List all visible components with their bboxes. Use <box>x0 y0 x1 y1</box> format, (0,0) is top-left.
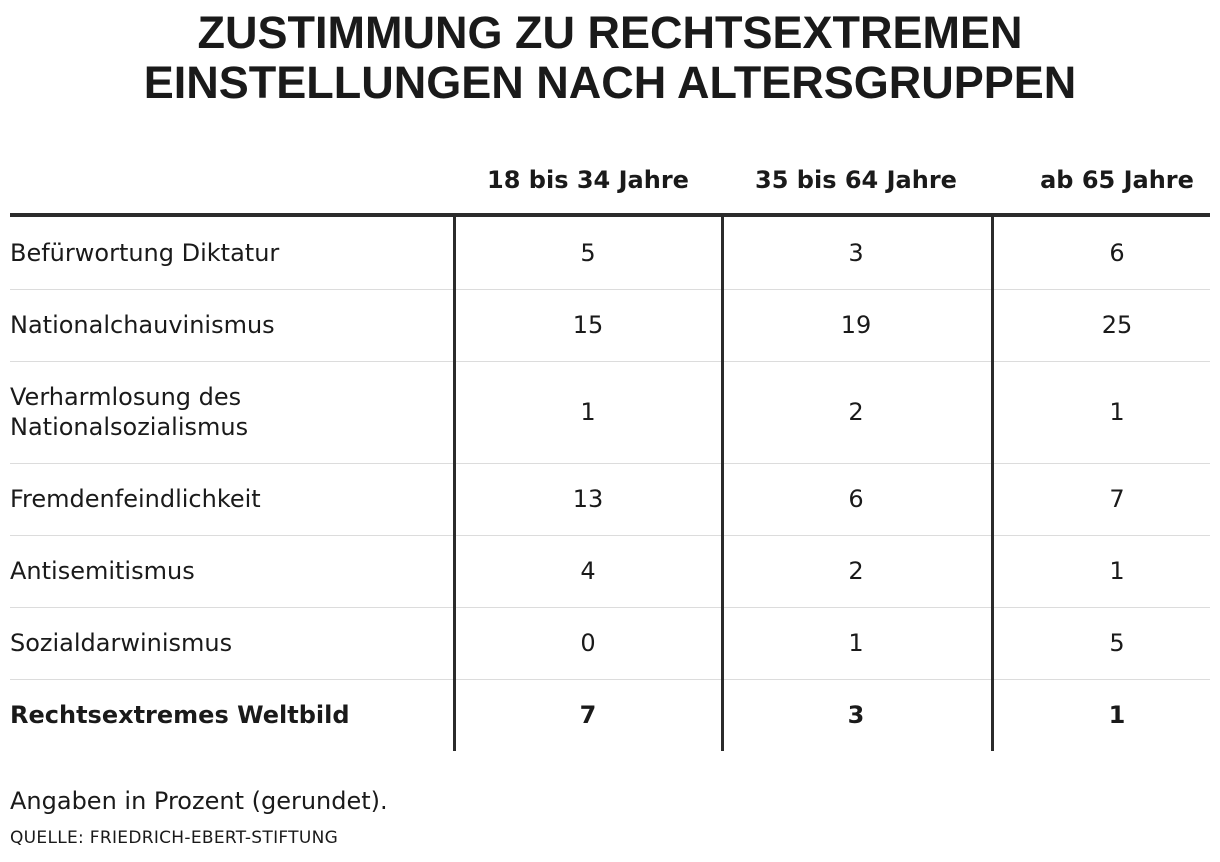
unit-note: Angaben in Prozent (gerundet). <box>10 787 388 815</box>
column-divider <box>453 217 456 751</box>
column-header: ab 65 Jahre <box>1040 166 1194 194</box>
value-cell: 19 <box>840 311 872 339</box>
data-table <box>10 140 1210 755</box>
row-label: Rechtsextremes Weltbild <box>10 701 350 729</box>
chart-title-line-2: EINSTELLUNGEN NACH ALTERSGRUPPEN <box>143 57 1077 108</box>
row-label: Verharmlosung des Nationalsozialismus <box>10 383 249 441</box>
value-cell: 6 <box>848 485 864 513</box>
row-label: Sozialdarwinismus <box>10 629 233 657</box>
value-cell: 1 <box>848 629 864 657</box>
column-header: 35 bis 64 Jahre <box>755 166 957 194</box>
row-label: Antisemitismus <box>10 557 195 585</box>
row-label: Fremdenfeindlichkeit <box>10 485 261 513</box>
value-cell: 2 <box>848 557 864 585</box>
row-label: Befürwortung Diktatur <box>10 239 280 267</box>
value-cell: 1 <box>1109 398 1125 426</box>
value-cell: 3 <box>848 239 864 267</box>
value-cell: 5 <box>1109 629 1125 657</box>
source-note: QUELLE: FRIEDRICH-EBERT-STIFTUNG <box>10 828 339 848</box>
value-cell: 25 <box>1101 311 1133 339</box>
value-cell: 0 <box>580 629 596 657</box>
column-header: 18 bis 34 Jahre <box>487 166 689 194</box>
value-cell: 6 <box>1109 239 1125 267</box>
chart-title-line-1: ZUSTIMMUNG ZU RECHTSEXTREMEN <box>197 7 1023 58</box>
chart-title <box>0 8 1220 108</box>
value-cell: 13 <box>572 485 604 513</box>
column-divider <box>991 217 994 751</box>
value-cell: 1 <box>1109 557 1125 585</box>
value-cell: 5 <box>580 239 596 267</box>
row-label: Nationalchauvinismus <box>10 311 275 339</box>
value-cell: 7 <box>1109 485 1125 513</box>
value-cell: 3 <box>847 701 865 729</box>
value-cell: 1 <box>580 398 596 426</box>
value-cell: 7 <box>579 701 597 729</box>
value-cell: 1 <box>1108 701 1126 729</box>
value-cell: 15 <box>572 311 604 339</box>
value-cell: 4 <box>580 557 596 585</box>
value-cell: 2 <box>848 398 864 426</box>
column-divider <box>721 217 724 751</box>
